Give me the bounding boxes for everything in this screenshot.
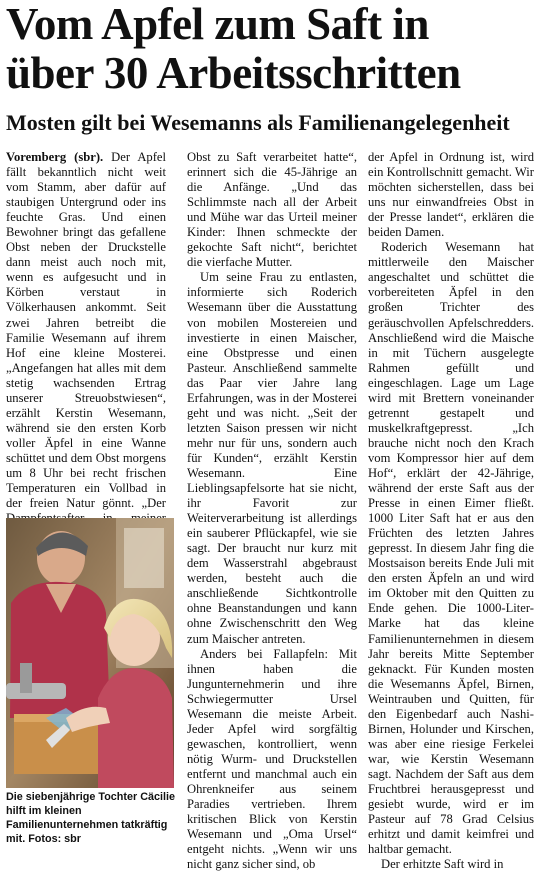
subheadline: Mosten gilt bei Wesemanns als Familienangelegenheit: [6, 110, 510, 135]
article-column-1: [6, 150, 166, 510]
column-2-paragraph-1: Obst zu Saft verarbeitet hatte“, erinnert sich die 45-Jährige an die Anfänge. „Und das Schlimmste nach all der Arbeit und Mühe war das Urteil meiner Kinder: Ihnen schmeckte der gekochte Saft nicht“, berichtet die vierfache Mutter.: [187, 150, 357, 270]
photo-illustration: [6, 518, 174, 788]
column-1-paragraph: [6, 150, 166, 556]
column-2-paragraph-2: Um seine Frau zu entlasten, informierte sich Roderich Wesemann über die Ausstattung von mobilen Mostereien und investierte in einen Maischer, eine Obstpresse und einen Pasteur. Anschließend sammelte das Paar vier Jahre lang Erfahrungen, was in der Mosterei geht und was nicht. „Seit der letzten Saison pressen wir nicht mehr nur für uns, sondern auch für Kunden“, erzählt Kerstin Wesemann. Eine Lieblingsapfelsorte hat sie nicht, ihr Favorit zur Weiterverarbeitung ist allerdings ein sauberer Pflückapfel, wie sie sagt. Der braucht nur kurz mit dem Wasserstrahl abgebraust werden, besteht auch die anschließende Sichtkontrolle ohne Beanstandungen und kann ohne Zwischenschritt den Weg zum Maischer antreten.: [187, 270, 357, 646]
article-column-2: [187, 150, 357, 872]
article-column-3: [368, 150, 534, 872]
article-photo: [6, 518, 174, 788]
headline-line-2: über 30 Arbeitsschritten: [6, 48, 461, 98]
column-3-paragraph-1: der Apfel in Ordnung ist, wird ein Kontrollschnitt gemacht. Wir möchten sicherstellen, dass bei uns nur einwandfreies Obst in der Presse landet“, erklären die beiden Damen.: [368, 150, 534, 240]
headline-line-1: Vom Apfel zum Saft in: [6, 0, 429, 49]
headline: [6, 0, 536, 98]
column-2-paragraph-3: Anders bei Fallapfeln: Mit ihnen haben die Jungunternehmerin und ihre Schwiegermutter Ursel Wesemann die meiste Arbeit. Jeder Apfel wird sorgfältig gewaschen, kontrolliert, wenn nötig Wurm- und Druckstellen entfernt und manchmal auch ein Ohrenkneifer aus seinem Paradies vertrieben. Ihrem kritischen Blick von Kerstin Wesemann und „Oma Ursel“ entgeht nichts. „Wenn wir uns nicht ganz sicher sind, ob: [187, 646, 357, 872]
photo-caption: Die siebenjährige Tochter Cäcilie hilft im kleinen Familienunternehmen tatkräftig mit. Fotos: sbr: [6, 791, 176, 845]
column-3-paragraph-3: Der erhitzte Saft wird in: [381, 857, 504, 872]
column-3-paragraph-2: Roderich Wesemann hat mittlerweile den Maischer angeschaltet und schüttet die vorbereiteten Äpfel in den großen Trichter des geräuschvollen Apfelschredders. Anschließend wird die Maische in mit Tüchern ausgelegte Rahmen gefüllt und eingeschlagen. Lage um Lage wird mit Brettern voneinander getrennt gestapelt und muskelkraftgepresst. „Ich brauche nicht noch den Krach vom Kompressor hier auf dem Hof“, erklärt der 42-Jährige, während der erste Saft aus der Presse in einen Eimer fließt. 1000 Liter Saft hat er aus den Früchten des letzten Jahres gepresst. In diesem Jahr fing die Mostsaison bereits Ende Juli mit den ersten Äpfeln an und wird im Oktober mit den Quitten zu Ende gehen. Die 1000-Liter-Marke hat das kleine Familienunternehmen in diesem Jahr bereits Mitte September geknackt. Für Kunden mosten die Wesemanns Äpfel, Birnen, Weintrauben und Quitten, für den Eigenbedarf auch Nashi-Birnen, Holunder und Kirschen, was aber eine riesige Ferkelei war, wie Kerstin Wesemann sagt. Nachdem der Saft aus dem Fruchtbrei herausgepresst und gesiebt wurde, wird er im Pasteur auf 78 Grad Celsius erhitzt und damit keimfrei und haltbar gemacht.: [368, 240, 534, 857]
column-1-text: Der Apfel fällt bekanntlich nicht weit vom Stamm, aber dafür auf staubigen Untergrund oder ins feuchte Gras. Und einen Bewohner bringt das gefallene Obst neben der Druckstelle dann meist auch noch mit, wenn es aufgesucht und in Körben verstaut in Völkerhausen ankommt. Seit zwei Jahren betreibt die Familie Wesemann auf ihrem Hof eine kleine Mosterei. „Angefangen hat alles mit dem stetig wachsenden Ertrag unserer Streuobstwiesen“, erzählt Kerstin Wesemann, während sie den ersten Korb voller Äpfel in eine Wanne schüttet und dem Obst morgens um 8 Uhr bei recht frischen Temperaturen ein Vollbad in der freien Natur gönnt. „Der: [6, 150, 166, 511]
dateline: Voremberg (sbr).: [6, 150, 104, 164]
